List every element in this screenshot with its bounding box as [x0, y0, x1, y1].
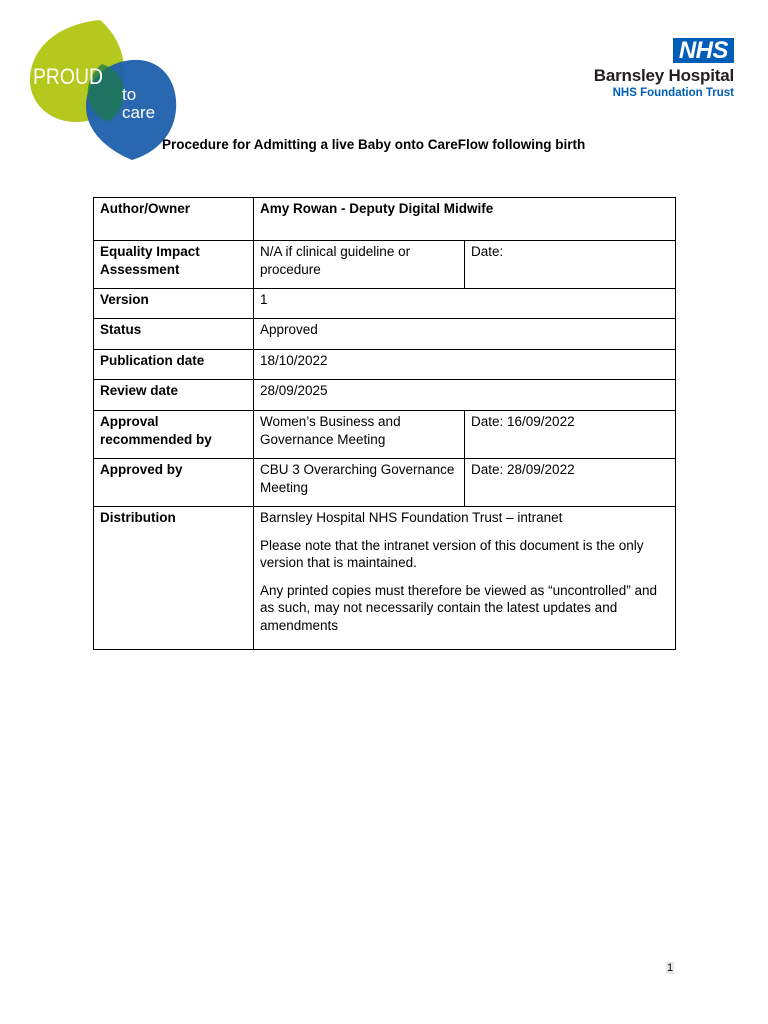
document-control-table	[93, 197, 676, 650]
review-value: 28/09/2025	[254, 380, 676, 411]
table-row	[94, 198, 676, 241]
equality-value: N/A if clinical guideline or procedure	[254, 241, 465, 289]
approval-recommended-date: Date: 16/09/2022	[465, 411, 676, 459]
trust-name: Barnsley Hospital	[593, 66, 734, 85]
review-label: Review date	[94, 380, 254, 411]
table-row	[94, 350, 676, 380]
author-value: Amy Rowan - Deputy Digital Midwife	[254, 198, 676, 241]
distribution-label: Distribution	[94, 507, 254, 650]
trust-subtitle: NHS Foundation Trust	[612, 87, 734, 99]
approved-by-label: Approved by	[94, 459, 254, 507]
table-row	[94, 289, 676, 319]
status-value: Approved	[254, 319, 676, 350]
distribution-paragraph-2: Please note that the intranet version of this document is the only version that is maintained.	[260, 537, 644, 570]
table-row	[94, 241, 676, 289]
equality-label: Equality Impact Assessment	[94, 241, 254, 289]
table-row	[94, 507, 676, 650]
equality-date: Date:	[465, 241, 676, 289]
status-label: Status	[94, 319, 254, 350]
approved-by-date: Date: 28/09/2022	[465, 459, 676, 507]
nhs-badge: NHS	[673, 38, 734, 63]
distribution-value	[254, 507, 676, 650]
nhs-trust-logo	[574, 38, 734, 100]
page-number: 1	[667, 962, 674, 974]
document-title: Procedure for Admitting a live Baby onto CareFlow following birth	[162, 137, 586, 152]
proud-logo-word-2: to	[122, 85, 137, 104]
proud-logo-word-3: care	[122, 103, 156, 122]
table-row	[94, 459, 676, 507]
author-label: Author/Owner	[94, 198, 254, 241]
table-row	[94, 319, 676, 350]
distribution-paragraph-3: Any printed copies must therefore be viewed as “uncontrolled” and as such, may not necessarily contain the latest updates and amendments	[260, 582, 657, 633]
publication-value: 18/10/2022	[254, 350, 676, 380]
proud-logo-word-1: PROUD	[33, 64, 103, 89]
proud-to-care-logo	[28, 18, 180, 162]
distribution-paragraph-1: Barnsley Hospital NHS Foundation Trust – intranet	[260, 510, 563, 525]
table-row	[94, 380, 676, 411]
publication-label: Publication date	[94, 350, 254, 380]
version-label: Version	[94, 289, 254, 319]
approval-recommended-value: Women’s Business and Governance Meeting	[254, 411, 465, 459]
approved-by-value: CBU 3 Overarching Governance Meeting	[254, 459, 465, 507]
version-value: 1	[254, 289, 676, 319]
approval-recommended-label: Approval recommended by	[94, 411, 254, 459]
table-row	[94, 411, 676, 459]
